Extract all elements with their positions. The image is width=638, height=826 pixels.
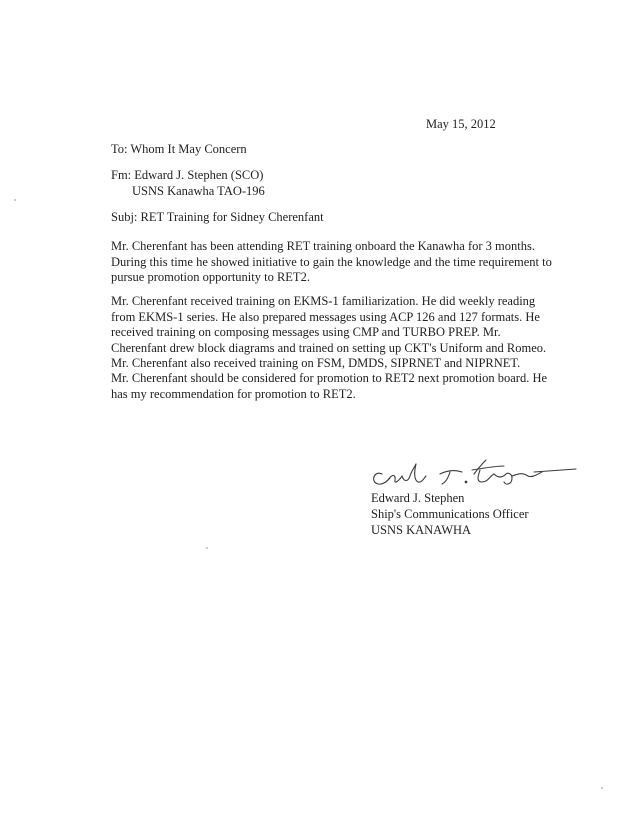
from-line: Fm: Edward J. Stephen (SCO) — [111, 168, 264, 182]
paragraph-line: Cherenfant drew block diagrams and trained on setting up CKT's Uniform and Romeo. — [111, 340, 547, 355]
paragraph-line: Mr. Cherenfant also received training on FSM, DMDS, SIPRNET and NIPRNET. — [111, 356, 521, 370]
from-ship-line: USNS Kanawha TAO-196 — [132, 183, 265, 198]
paragraph-line: During this time he showed initiative to gain the knowledge and the time requirement to — [111, 254, 552, 269]
handwritten-signature — [362, 452, 582, 494]
paragraph-line: Mr. Cherenfant received training on EKMS-1 familiarization. He did weekly reading — [111, 294, 536, 308]
scan-speck — [206, 547, 208, 549]
subject-line: Subj: RET Training for Sidney Cherenfant — [111, 210, 324, 224]
signature-block — [371, 490, 529, 538]
to-line: To: Whom It May Concern — [111, 142, 247, 156]
paragraph-line: Mr. Cherenfant should be considered for promotion to RET2 next promotion board. He — [111, 371, 548, 385]
paragraph-3 — [111, 371, 548, 402]
from-block — [111, 168, 531, 199]
paragraph-line: has my recommendation for promotion to RET2. — [111, 386, 356, 401]
signer-title: Ship's Communications Officer — [371, 507, 529, 521]
scan-speck — [14, 199, 16, 201]
letter-date: May 15, 2012 — [426, 117, 496, 131]
paragraph-2 — [111, 294, 547, 372]
scan-speck — [601, 787, 603, 789]
signer-organization: USNS KANAWHA — [371, 523, 472, 537]
signer-name: Edward J. Stephen — [371, 491, 465, 505]
paragraph-line: received training on composing messages using CMP and TURBO PREP. Mr. — [111, 325, 501, 339]
paragraph-line: pursue promotion opportunity to RET2. — [111, 270, 310, 284]
paragraph-line: Mr. Cherenfant has been attending RET training onboard the Kanawha for 3 months. — [111, 239, 535, 253]
paragraph-line: from EKMS-1 series. He also prepared messages using ACP 126 and 127 formats. He — [111, 309, 540, 324]
paragraph-1 — [111, 239, 552, 286]
